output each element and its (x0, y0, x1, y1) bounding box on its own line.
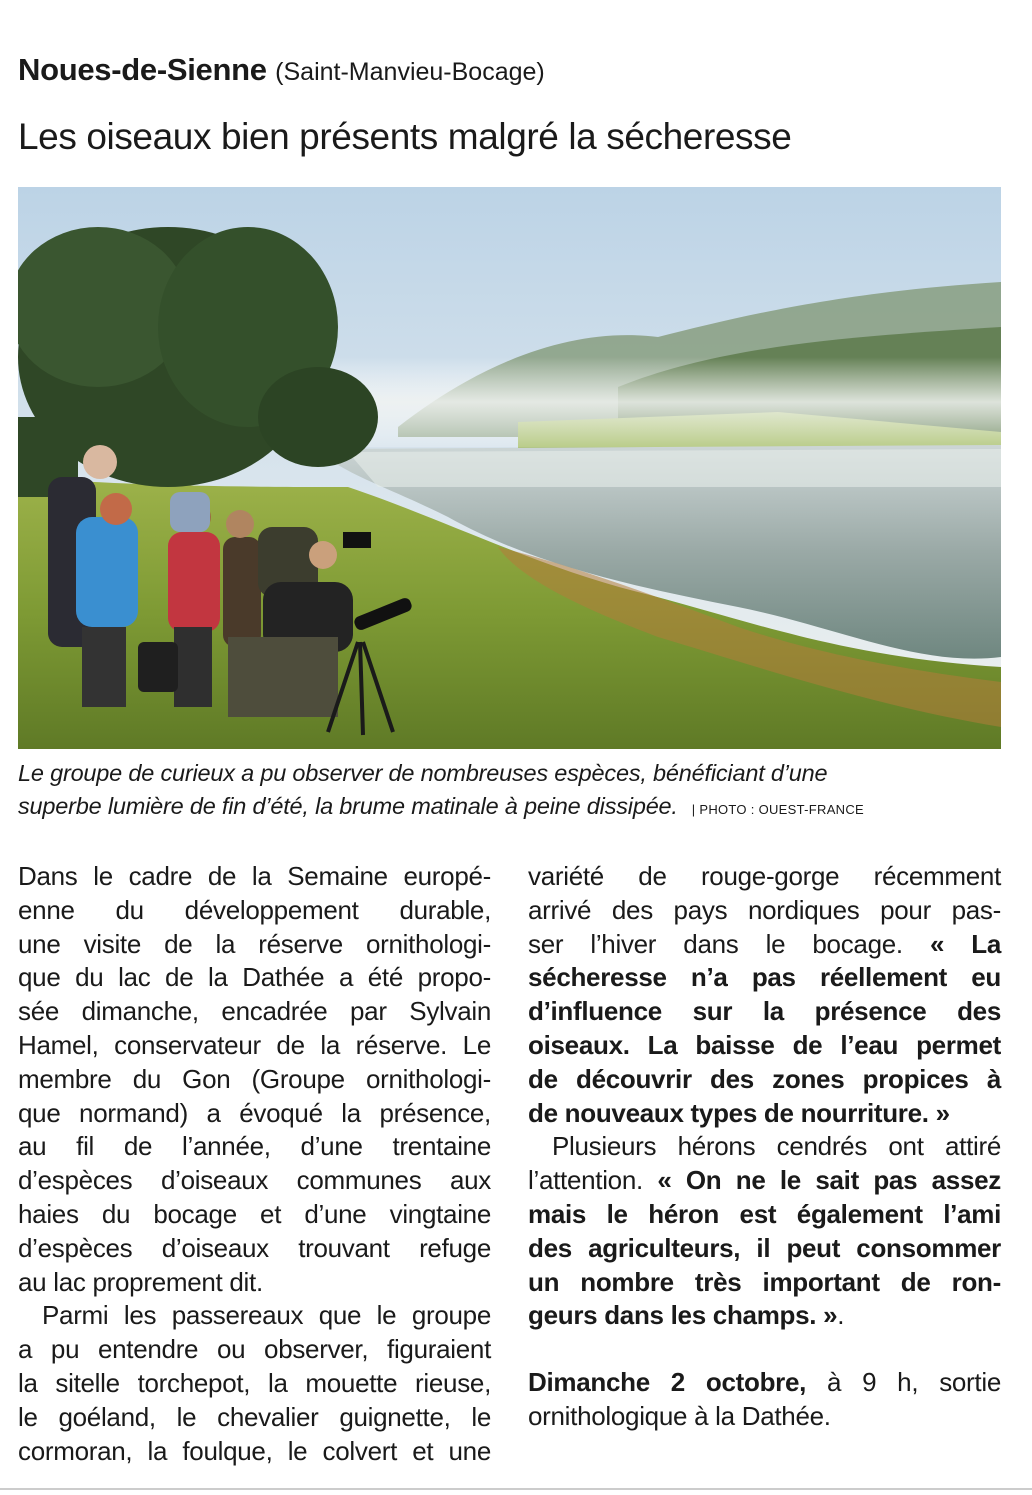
text-line: enne du développement durable, (18, 894, 491, 925)
text-line: sée dimanche, encadrée par Sylvain (18, 996, 491, 1027)
text-line: Hamel, conservateur de la réserve. Le (18, 1029, 491, 1060)
text-line: membre du Gon (Groupe ornithologi- (18, 1063, 491, 1094)
body-right-column (528, 860, 1001, 1434)
text-run: l’attention. (528, 1165, 658, 1196)
text-line: Plusieurs hérons cendrés ont attiré (552, 1131, 1001, 1162)
headline: Les oiseaux bien présents malgré la sécheresse (18, 116, 792, 157)
body-left-column (18, 860, 491, 1468)
event-date: Dimanche 2 octobre, (528, 1367, 807, 1398)
text-line (528, 928, 1001, 962)
text-run: ser l’hiver dans le bocage. (528, 928, 930, 959)
text-line: d’espèces d’oiseaux communes aux (18, 1165, 491, 1196)
quote-start: « On ne le sait pas assez (657, 1165, 1001, 1196)
text-line: haies du bocage et d’une vingtaine (18, 1198, 491, 1229)
quote-line: oiseaux. La baisse de l’eau permet (528, 1029, 1001, 1060)
text-line: que du lac de la Dathée a été propo- (18, 962, 491, 993)
quote-line: sécheresse n’a pas réellement eu (528, 962, 1001, 993)
caption-text: superbe lumière de fin d’été, la brume matinale à peine dissipée. (18, 793, 678, 819)
text-line: au fil de l’année, d’une trentaine (18, 1131, 491, 1162)
text-line: d’espèces d’oiseaux trouvant refuge (18, 1232, 491, 1263)
bottom-divider (0, 1488, 1032, 1490)
text-line: variété de rouge-gorge récemment (528, 861, 1001, 891)
quote-line: un nombre très important de ron- (528, 1266, 1001, 1297)
text-line: le goéland, le chevalier guignette, le (18, 1401, 491, 1432)
article-photo (18, 187, 1001, 749)
quote-line: de nouveaux types de nourriture. » (528, 1097, 950, 1128)
text-line: que normand) a évoqué la présence, (18, 1097, 491, 1128)
text-line: cormoran, la foulque, le colvert et une (18, 1435, 491, 1466)
quote-line: des agriculteurs, il peut consommer (528, 1232, 1001, 1263)
kicker-place: Noues-de-Sienne (18, 52, 267, 87)
quote-line: de découvrir des zones propices à (528, 1063, 1001, 1094)
caption-line (18, 790, 1002, 826)
photo-credit: | PHOTO : OUEST-FRANCE (691, 802, 865, 817)
kicker (18, 52, 545, 88)
photo-caption (18, 757, 1002, 826)
quote-start: « La (929, 928, 1001, 959)
event-time: à 9 h, sortie (806, 1367, 1001, 1398)
text-line: Dans le cadre de la Semaine europé- (18, 861, 491, 891)
text-line: arrivé des pays nordiques pour pas- (528, 894, 1001, 925)
kicker-subplace: (Saint-Manvieu-Bocage) (275, 58, 545, 86)
quote-end: geurs dans les champs. » (528, 1300, 838, 1331)
text-line: au lac proprement dit. (18, 1266, 263, 1297)
quote-line (528, 1299, 1001, 1333)
event-line: ornithologique à la Dathée. (528, 1400, 831, 1431)
event-line (528, 1366, 1001, 1400)
text-line: une visite de la réserve ornithologi- (18, 928, 491, 959)
lake-birdwatchers-photo (18, 187, 1001, 749)
caption-line: Le groupe de curieux a pu observer de nombreuses espèces, bénéficiant d’une (18, 760, 828, 786)
text-line: la sitelle torchepot, la mouette rieuse, (18, 1367, 491, 1398)
text-run: . (837, 1300, 845, 1331)
text-line: Parmi les passereaux que le groupe (42, 1300, 491, 1331)
quote-line: d’influence sur la présence des (528, 996, 1001, 1027)
text-line: a pu entendre ou observer, figuraient (18, 1334, 491, 1365)
text-line (528, 1164, 1001, 1198)
quote-line: mais le héron est également l’ami (528, 1198, 1001, 1229)
